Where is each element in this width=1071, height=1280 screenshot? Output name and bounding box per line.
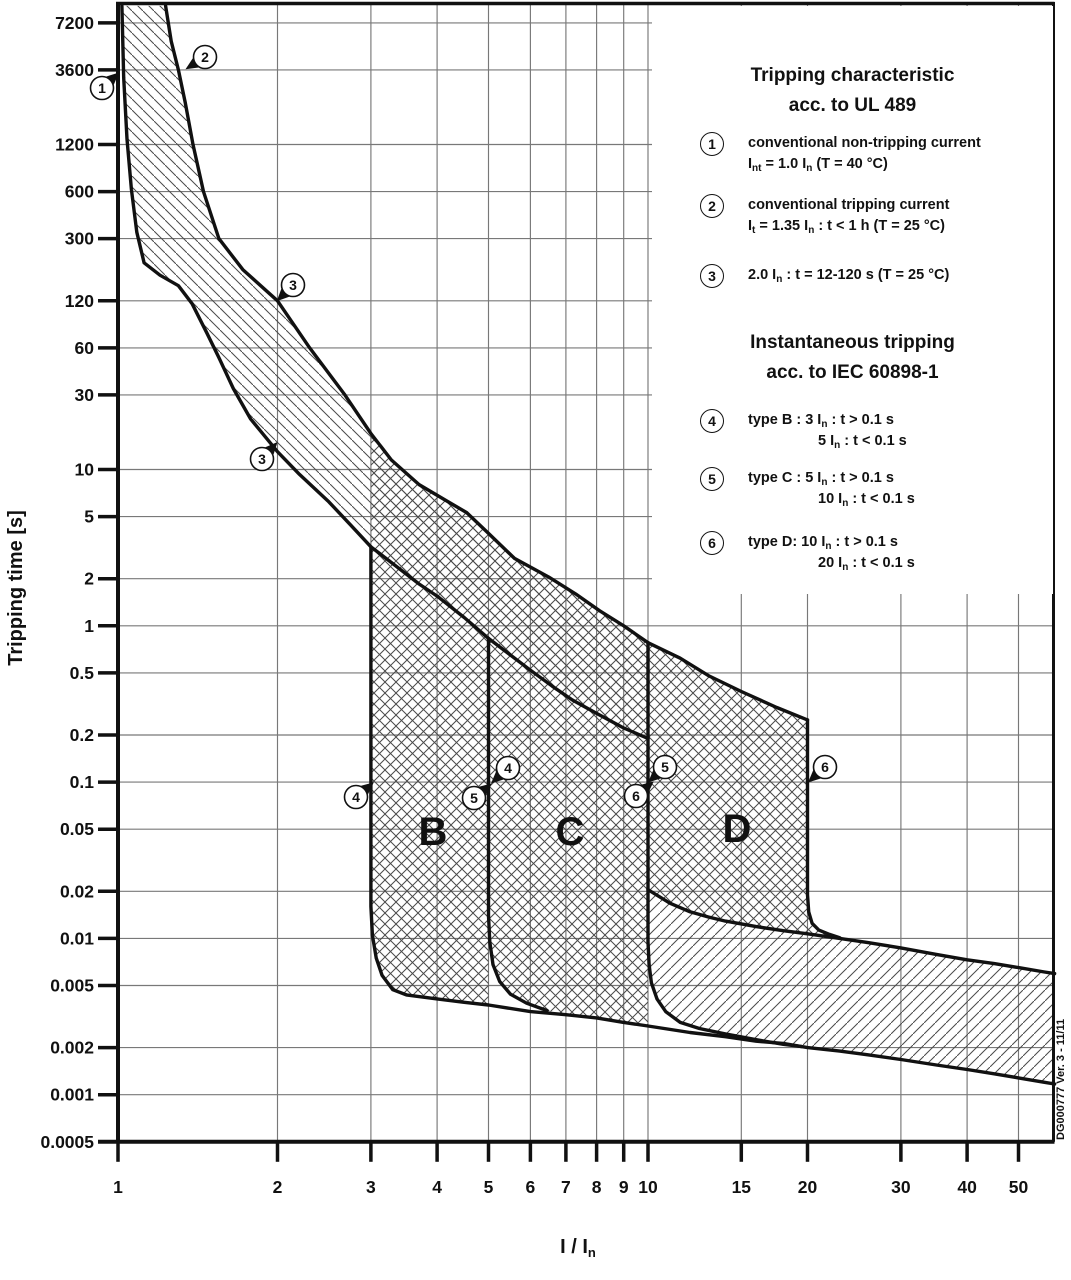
legend-item-number: 3 (700, 264, 724, 288)
x-tick-label-8: 8 (591, 1176, 602, 1197)
region-label-C: C (555, 810, 585, 854)
callout-number: 4 (352, 789, 360, 805)
x-tick-label-10: 10 (638, 1176, 658, 1197)
legend-item-number: 4 (700, 409, 724, 433)
y-tick-label-3600: 3600 (55, 59, 94, 80)
x-tick-label-1: 1 (113, 1176, 123, 1197)
x-tick-label-9: 9 (618, 1176, 629, 1197)
y-tick-label-0.002: 0.002 (50, 1037, 94, 1058)
y-tick-label-0.05: 0.05 (59, 819, 94, 840)
callout-number: 6 (632, 788, 640, 804)
y-tick-label-120: 120 (64, 290, 94, 311)
y-tick-label-0.1: 0.1 (69, 772, 94, 793)
y-tick-label-7200: 7200 (55, 12, 94, 33)
y-tick-label-300: 300 (64, 228, 94, 249)
x-tick-label-5: 5 (483, 1176, 494, 1197)
x-tick-label-3: 3 (366, 1176, 376, 1197)
legend-title-iec60898: Instantaneous tripping acc. to IEC 60898-1 (750, 332, 955, 383)
legend-item-text: conventional tripping current $I_t = 1.35$ $I_n$ : t < 1 h (T = 25 °C) (748, 197, 950, 236)
y-tick-label-1200: 1200 (55, 134, 94, 155)
x-tick-label-2: 2 (272, 1176, 283, 1197)
x-tick-label-15: 15 (731, 1176, 752, 1197)
watermark-text: DG000777 Ver. 3 - 11/11 (1055, 1018, 1067, 1140)
region-label-D: D (722, 807, 752, 851)
x-axis-title: I / $I_n$ (560, 1236, 596, 1260)
y-tick-label-30: 30 (74, 384, 94, 405)
legend-item-number: 2 (700, 194, 724, 218)
y-tick-label-2: 2 (84, 568, 94, 589)
watermark (1055, 1019, 1067, 1140)
legend-item-text: type D: 10 $I_n$ : t > 0.1 s 20 $I_n$ : t < 0.1 s (748, 534, 915, 573)
x-tick-label-30: 30 (891, 1176, 911, 1197)
callout-number: 2 (201, 49, 209, 65)
y-tick-label-0.0005: 0.0005 (40, 1131, 94, 1152)
y-tick-label-0.02: 0.02 (59, 881, 94, 902)
callout-number: 5 (661, 759, 669, 775)
y-tick-label-0.01: 0.01 (59, 928, 94, 949)
legend-item-number: 5 (700, 467, 724, 491)
legend-item-text: type C : 5 $I_n$ : t > 0.1 s 10 $I_n$ : t < 0.1 s (748, 470, 915, 509)
region-type-b (371, 434, 489, 1006)
region-label-B: B (418, 810, 448, 854)
y-tick-label-0.005: 0.005 (50, 975, 94, 996)
legend-title-ul489: Tripping characteristic acc. to UL 489 (750, 65, 955, 116)
y-tick-label-5: 5 (84, 506, 94, 527)
callout-number: 1 (98, 80, 106, 96)
y-tick-label-1: 1 (84, 615, 94, 636)
y-tick-label-10: 10 (74, 459, 94, 480)
legend-item-text: conventional non-tripping current $I_{nt} = 1.0$ $I_n$ (T = 40 °C) (748, 135, 981, 174)
callout-number: 3 (289, 277, 297, 293)
y-axis-title: Tripping time [s] (5, 510, 27, 666)
x-tick-label-20: 20 (797, 1176, 818, 1197)
callout-number: 6 (821, 759, 829, 775)
callout-number: 3 (258, 451, 266, 467)
y-tick-label-0.5: 0.5 (69, 662, 94, 683)
legend-item-number: 1 (700, 132, 724, 156)
callout-number: 5 (470, 790, 478, 806)
legend-panel (652, 6, 1053, 594)
legend-item-number: 6 (700, 531, 724, 555)
y-tick-label-600: 600 (64, 181, 94, 202)
callout-number: 4 (504, 760, 512, 776)
y-tick-label-0.001: 0.001 (50, 1084, 94, 1105)
y-tick-label-60: 60 (74, 337, 94, 358)
x-tick-label-7: 7 (561, 1176, 571, 1197)
x-tick-label-6: 6 (525, 1176, 536, 1197)
legend-item-text: 2.0 $I_n$ : t = 12-120 s (T = 25 °C) (748, 267, 950, 285)
x-tick-label-50: 50 (1008, 1176, 1029, 1197)
x-tick-label-4: 4 (432, 1176, 442, 1197)
legend-item-text: type B : 3 $I_n$ : t > 0.1 s 5 $I_n$ : t < 0.1 s (748, 412, 907, 451)
x-tick-label-40: 40 (957, 1176, 977, 1197)
y-tick-label-0.2: 0.2 (69, 725, 94, 745)
